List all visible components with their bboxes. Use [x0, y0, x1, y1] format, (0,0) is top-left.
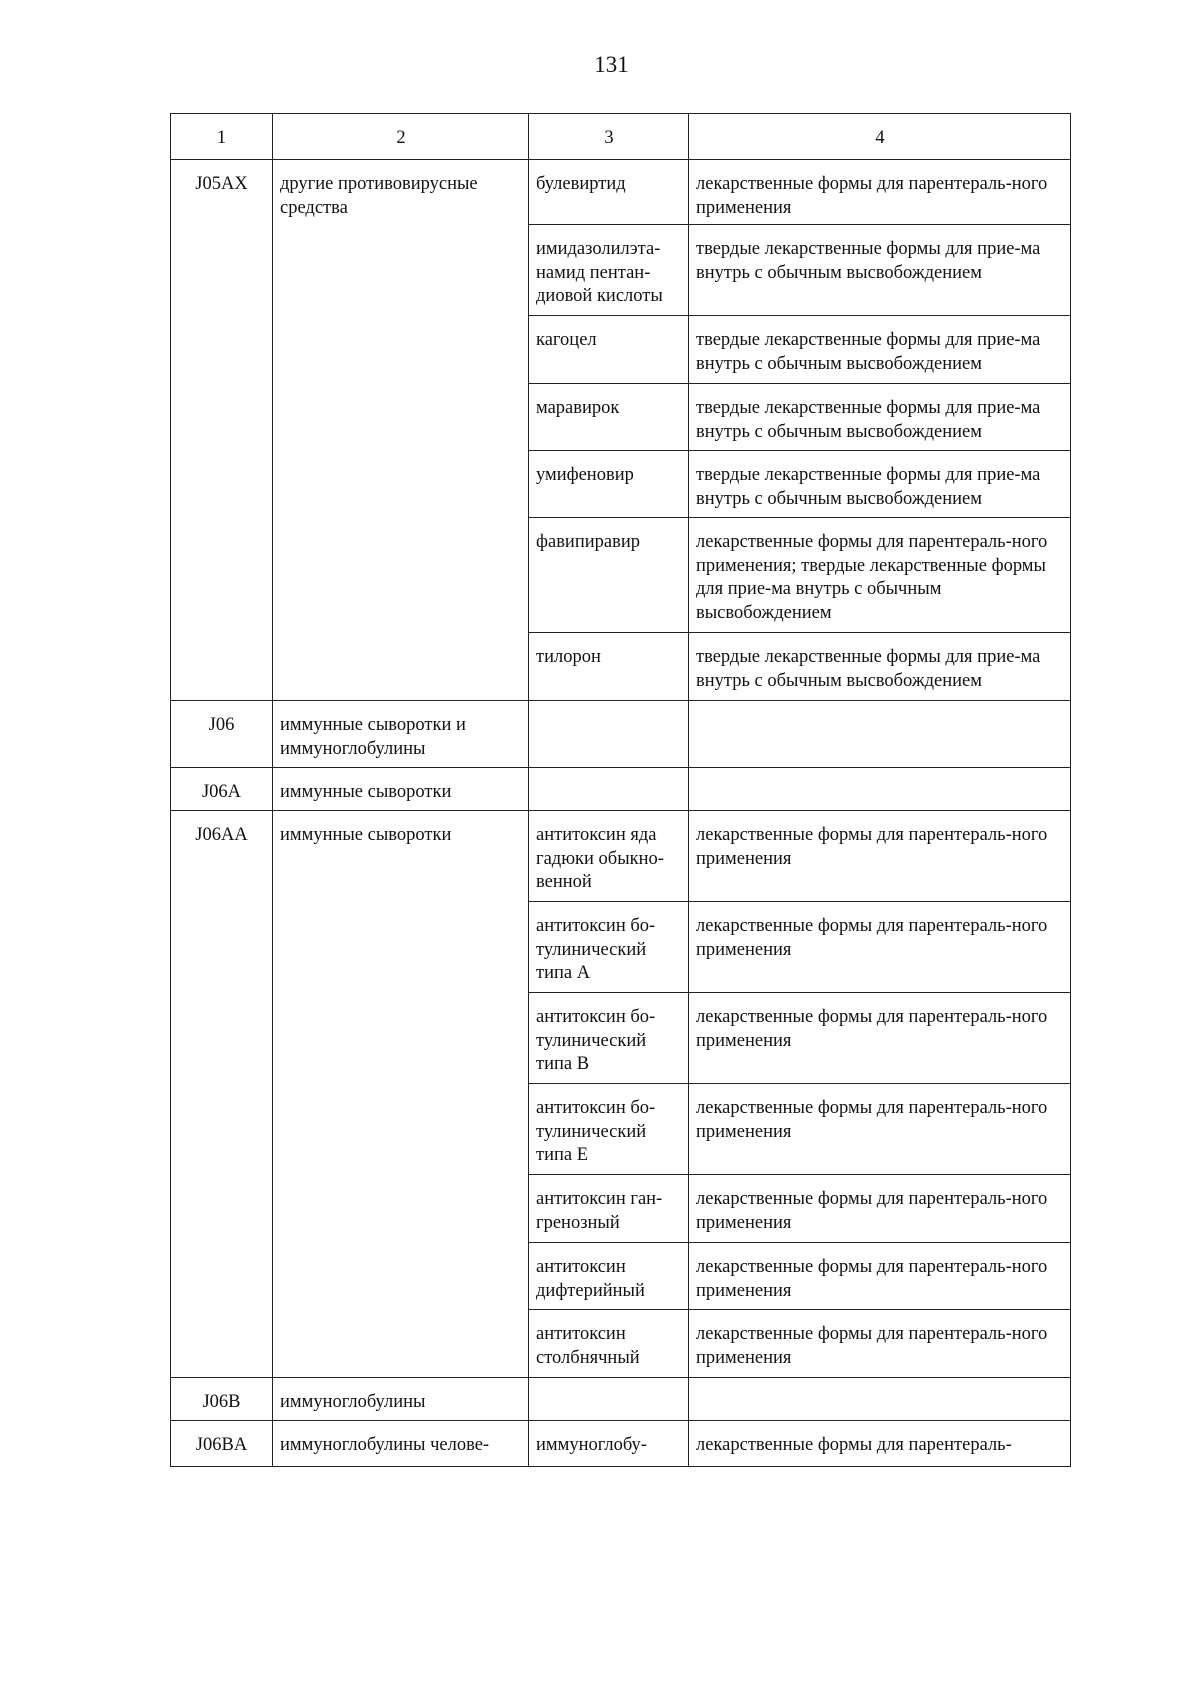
group-name: иммуноглобулины: [273, 1378, 529, 1421]
drug-name: антитоксин яда гадюки обыкно-венной: [529, 811, 689, 902]
atc-code: J06AA: [171, 811, 273, 1378]
group-name: иммунные сыворотки: [273, 811, 529, 1378]
group-name: иммуноглобулины челове-: [273, 1421, 529, 1467]
atc-code: J06BA: [171, 1421, 273, 1467]
dosage-forms: лекарственные формы для парентераль-ного применения: [689, 1084, 1071, 1175]
page-number: 131: [594, 52, 629, 77]
drug-name: имидазолилэта-намид пентан-диовой кислоты: [529, 225, 689, 316]
drug-name: маравирок: [529, 384, 689, 451]
drug-name: булевиртид: [529, 160, 689, 225]
drug-name: [529, 1378, 689, 1421]
table-row: [171, 1421, 1071, 1467]
dosage-forms: лекарственные формы для парентераль-ного применения; твердые лекарственные формы для прие-ма внутрь с обычным высвобождением: [689, 518, 1071, 633]
drug-name: антитоксин бо-тулинический типа Е: [529, 1084, 689, 1175]
table-row: [171, 768, 1071, 811]
group-name: иммунные сыворотки: [273, 768, 529, 811]
dosage-forms: лекарственные формы для парентераль-ного применения: [689, 902, 1071, 993]
drug-name: умифеновир: [529, 451, 689, 518]
dosage-forms: лекарственные формы для парентераль-ного применения: [689, 1175, 1071, 1243]
dosage-forms: твердые лекарственные формы для прие-ма внутрь с обычным высвобождением: [689, 384, 1071, 451]
header-col-4: 4: [689, 114, 1071, 160]
atc-code: J06A: [171, 768, 273, 811]
dosage-forms: [689, 701, 1071, 768]
dosage-forms: лекарственные формы для парентераль-ного применения: [689, 160, 1071, 225]
dosage-forms: лекарственные формы для парентераль-ного применения: [689, 811, 1071, 902]
drug-name: [529, 768, 689, 811]
atc-code: J06: [171, 701, 273, 768]
table-row: [171, 811, 1071, 902]
drug-name: тилорон: [529, 633, 689, 701]
dosage-forms: лекарственные формы для парентераль-: [689, 1421, 1071, 1467]
dosage-forms: лекарственные формы для парентераль-ного применения: [689, 1310, 1071, 1378]
table-row: [171, 160, 1071, 225]
table-row: [171, 701, 1071, 768]
header-col-1: 1: [171, 114, 273, 160]
drug-name: антитоксин столбнячный: [529, 1310, 689, 1378]
drug-name: антитоксин дифтерийный: [529, 1243, 689, 1310]
drug-table: [170, 113, 1071, 1467]
dosage-forms: твердые лекарственные формы для прие-ма внутрь с обычным высвобождением: [689, 633, 1071, 701]
dosage-forms: твердые лекарственные формы для прие-ма внутрь с обычным высвобождением: [689, 225, 1071, 316]
dosage-forms: твердые лекарственные формы для прие-ма внутрь с обычным высвобождением: [689, 451, 1071, 518]
drug-name: кагоцел: [529, 316, 689, 384]
dosage-forms: [689, 768, 1071, 811]
drug-name: антитоксин ган-гренозный: [529, 1175, 689, 1243]
group-name: другие противовирусные средства: [273, 160, 529, 701]
drug-name: фавипиравир: [529, 518, 689, 633]
group-name: иммунные сыворотки и иммуноглобулины: [273, 701, 529, 768]
drug-name: антитоксин бо-тулинический типа В: [529, 993, 689, 1084]
drug-name: иммуноглобу-: [529, 1421, 689, 1467]
atc-code: J05AX: [171, 160, 273, 701]
header-col-3: 3: [529, 114, 689, 160]
dosage-forms: лекарственные формы для парентераль-ного применения: [689, 1243, 1071, 1310]
atc-code: J06B: [171, 1378, 273, 1421]
drug-name: [529, 701, 689, 768]
dosage-forms: [689, 1378, 1071, 1421]
header-col-2: 2: [273, 114, 529, 160]
dosage-forms: лекарственные формы для парентераль-ного применения: [689, 993, 1071, 1084]
table-row: [171, 1378, 1071, 1421]
dosage-forms: твердые лекарственные формы для прие-ма внутрь с обычным высвобождением: [689, 316, 1071, 384]
table-header-row: [171, 114, 1071, 160]
drug-name: антитоксин бо-тулинический типа А: [529, 902, 689, 993]
